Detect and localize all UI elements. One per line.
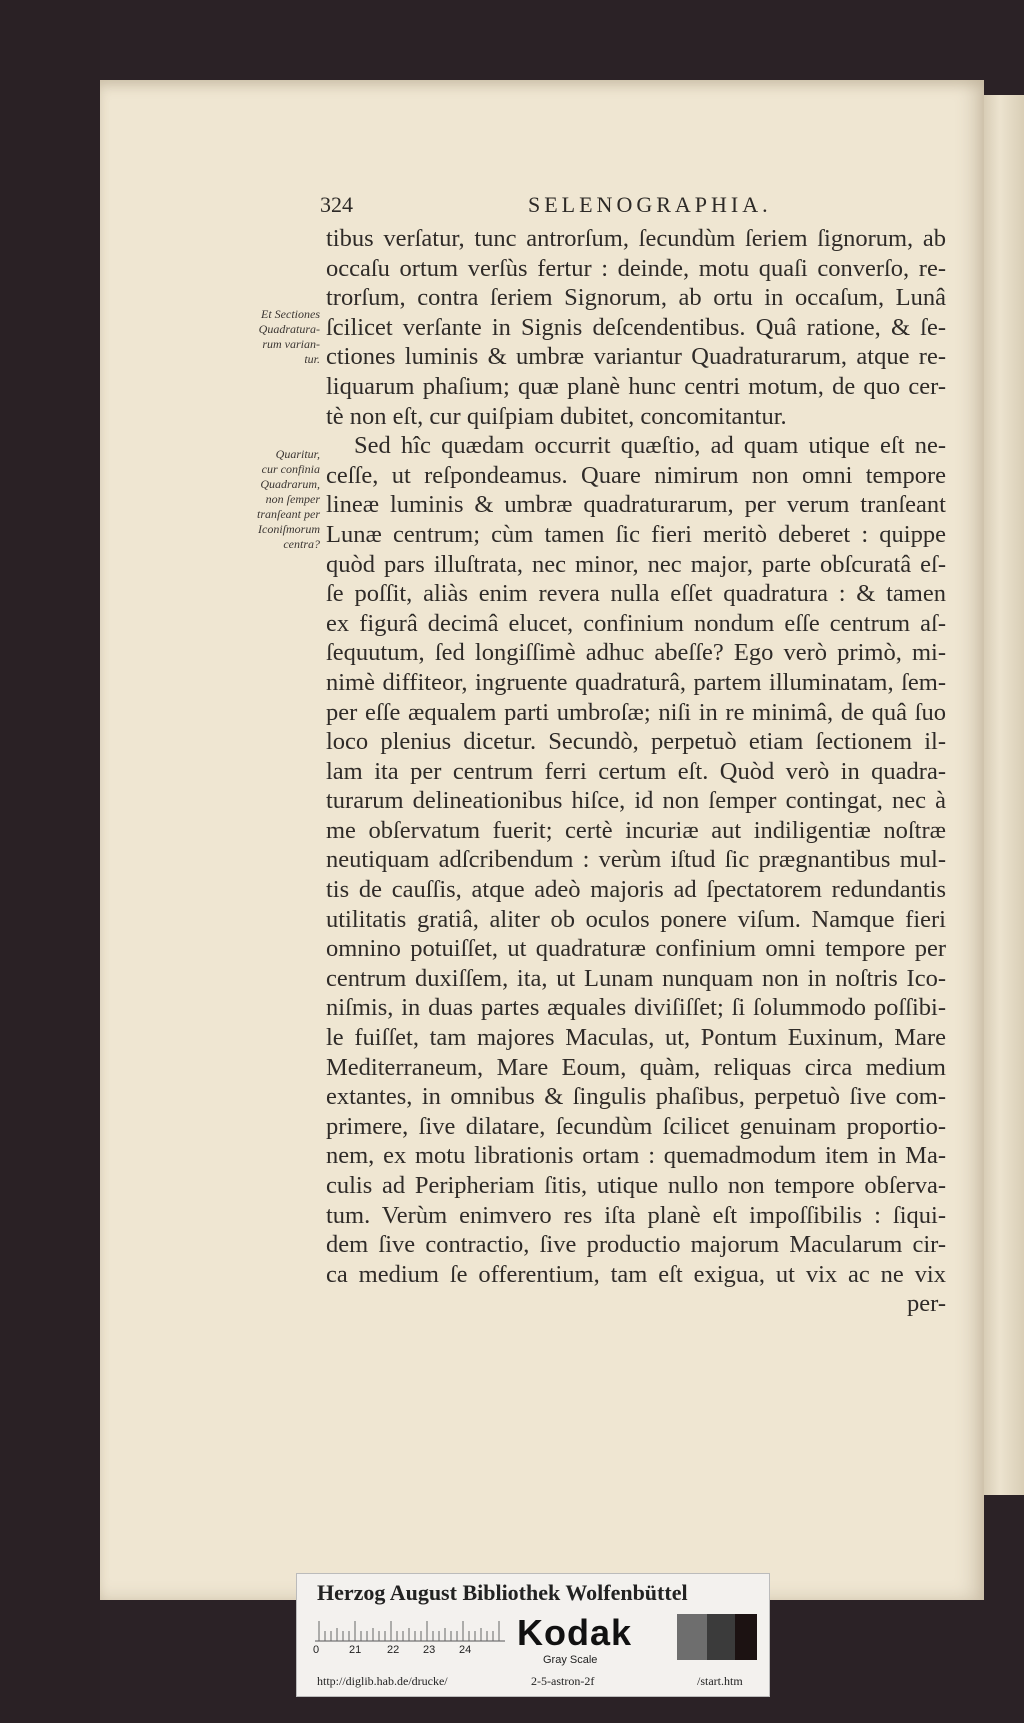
gray-patch-black [735,1614,757,1660]
color-scale-card [296,1573,770,1697]
body-text [326,224,946,1319]
running-head: SELENOGRAPHIA. [528,192,772,217]
margin-note-line: Quadratura- [258,322,320,336]
text-line: trorſum, contra ſeriem Signorum, ab ortu in occaſum, Lunâ [326,284,946,312]
text-line: lineæ luminis & umbræ quadraturarum, per verum tranſeant [326,491,946,519]
text-line: quòd pars illuſtrata, nec minor, nec major, parte obſcuratâ eſ- [326,550,946,578]
text-line: le fuiſſet, tam majores Maculas, ut, Pontum Euxinum, Mare [326,1024,946,1052]
text-line: me obſervatum fuerit; certè incuriæ aut indiligentiæ noſtræ [326,816,946,844]
text-line: ca medium ſe offerentium, tam eſt exigua, ut vix ac ne vix [326,1260,946,1288]
text-line: turarum delineationibus hiſce, id non ſemper contingat, nec à [326,787,946,815]
text-line: tè non eſt, cur quiſpiam dubitet, concomitantur. [326,402,787,430]
kodak-logo: Kodak [517,1612,633,1653]
text-line: lam ita per centrum ferri certum eſt. Quòd verò in quadra- [326,757,946,785]
margin-note-line: cur confinia [261,462,320,476]
text-line: ſcilicet verſante in Signis deſcendentibus. Quâ ratione, & ſe- [326,313,946,341]
facing-page-edge [984,95,1024,1495]
margin-note-line: Iconiſmorum [258,522,320,536]
ruler-number: 24 [459,1644,472,1656]
catchword: per- [907,1290,946,1318]
ruler-number: 23 [423,1644,436,1656]
text-line: dem ſive contractio, ſive productio majorum Macularum cir- [326,1231,946,1259]
text-line: neutiquam adſcribendum : verùm iſtud ſic prægnantibus mul- [326,846,946,874]
page-number: 324 [320,192,353,217]
text-line: nimè diffiteor, ingruente quadraturâ, partem illuminatam, ſem- [326,668,946,696]
margin-note-line: Et Sectiones [261,307,320,321]
text-line: liquarum phaſium; quæ planè hunc centri motum, de quo cer- [326,372,946,400]
text-line: loco plenius dicetur. Secundò, perpetuò etiam ſectionem il- [326,728,946,756]
scanner-background [0,0,100,1723]
text-line: occaſu ortum verſùs fertur : deinde, motu quaſi converſo, re- [326,254,946,282]
text-line: per eſſe æqualem parti umbroſæ; niſi in re minimâ, de quâ ſuo [326,698,946,726]
text-line: Mediterraneum, Mare Eoum, quàm, reliquas circa medium [326,1053,946,1081]
page-header [320,192,950,224]
margin-note-line: non ſemper [265,492,320,506]
url-part-left: http://diglib.hab.de/drucke/ [317,1674,448,1688]
ruler-number: 0 [313,1644,320,1656]
gray-scale-label: Gray Scale [543,1654,598,1666]
margin-note-sectiones [236,307,320,367]
text-line: culis ad Peripheriam ſitis, utique nullo non tempore obſerva- [326,1172,946,1199]
text-line: niſmis, in duas partes æquales diviſiſſet; ſi ſolummodo poſſibi- [326,994,946,1022]
text-line: tis de cauſſis, atque adeò majoris ad ſpectatorem redundantis [326,876,946,904]
margin-note-line: Quaritur, [275,447,320,461]
margin-note-line: Quadrarum, [260,477,320,491]
gray-patch-dark [707,1614,735,1660]
text-line: primere, ſive dilatare, ſecundùm ſcilicet genuinam proportio- [326,1112,946,1140]
margin-note-line: tur. [304,352,320,366]
text-line: ſe poſſit, aliàs enim revera nulla eſſet quadratura : & tamen [326,580,946,608]
margin-note-quaeritur [236,447,320,552]
margin-note-line: rum varian- [262,337,320,351]
text-line: omnino potuiſſet, ut quadraturæ confinium omni tempore per [326,935,946,963]
url-part-mid: 2-5-astron-2f [531,1674,595,1688]
text-line: Sed hîc quædam occurrit quæſtio, ad quam utique eſt ne- [354,432,946,460]
ruler-number: 21 [349,1644,362,1656]
text-line: extantes, in omnibus & ſingulis phaſibus, perpetuò ſive com- [326,1083,946,1111]
text-line: nem, ex motu librationis ortam : quemadmodum item in Ma- [326,1142,946,1170]
margin-note-line: tranſeant per [257,507,320,521]
text-line: utilitatis gratiâ, aliter ob oculos ponere viſum. Namque fieri [326,905,946,933]
text-line: centrum duxiſſem, ita, ut Lunam nunquam non in noſtris Ico- [326,964,946,992]
margin-note-line: centra? [283,537,320,551]
url-part-right: /start.htm [697,1674,743,1688]
text-line: ex figurâ decimâ elucet, confinium nondum eſſe centrum aſ- [326,609,946,637]
ruler-ticks [315,1616,505,1642]
text-line: ceſſe, ut reſpondeamus. Quare nimirum non omni tempore [326,461,946,489]
text-line: Lunæ centrum; cùm tamen ſic fieri meritò deberet : quippe [326,520,946,548]
library-name: Herzog August Bibliothek Wolfenbüttel [317,1580,688,1605]
gray-patch-mid [677,1614,707,1660]
text-line: ctiones luminis & umbræ variantur Quadraturarum, atque re- [326,343,946,371]
text-line: tibus verſatur, tunc antrorſum, ſecundùm ſeriem ſignorum, ab [326,225,946,252]
ruler-number: 22 [387,1644,400,1656]
ruler-scale [315,1616,505,1642]
text-line: ſequutum, ſed longiſſimè adhuc abeſſe? Ego verò primò, mi- [326,639,946,667]
text-line: tum. Verùm enimvero res iſta planè eſt impoſſibilis : ſiqui- [326,1201,946,1229]
